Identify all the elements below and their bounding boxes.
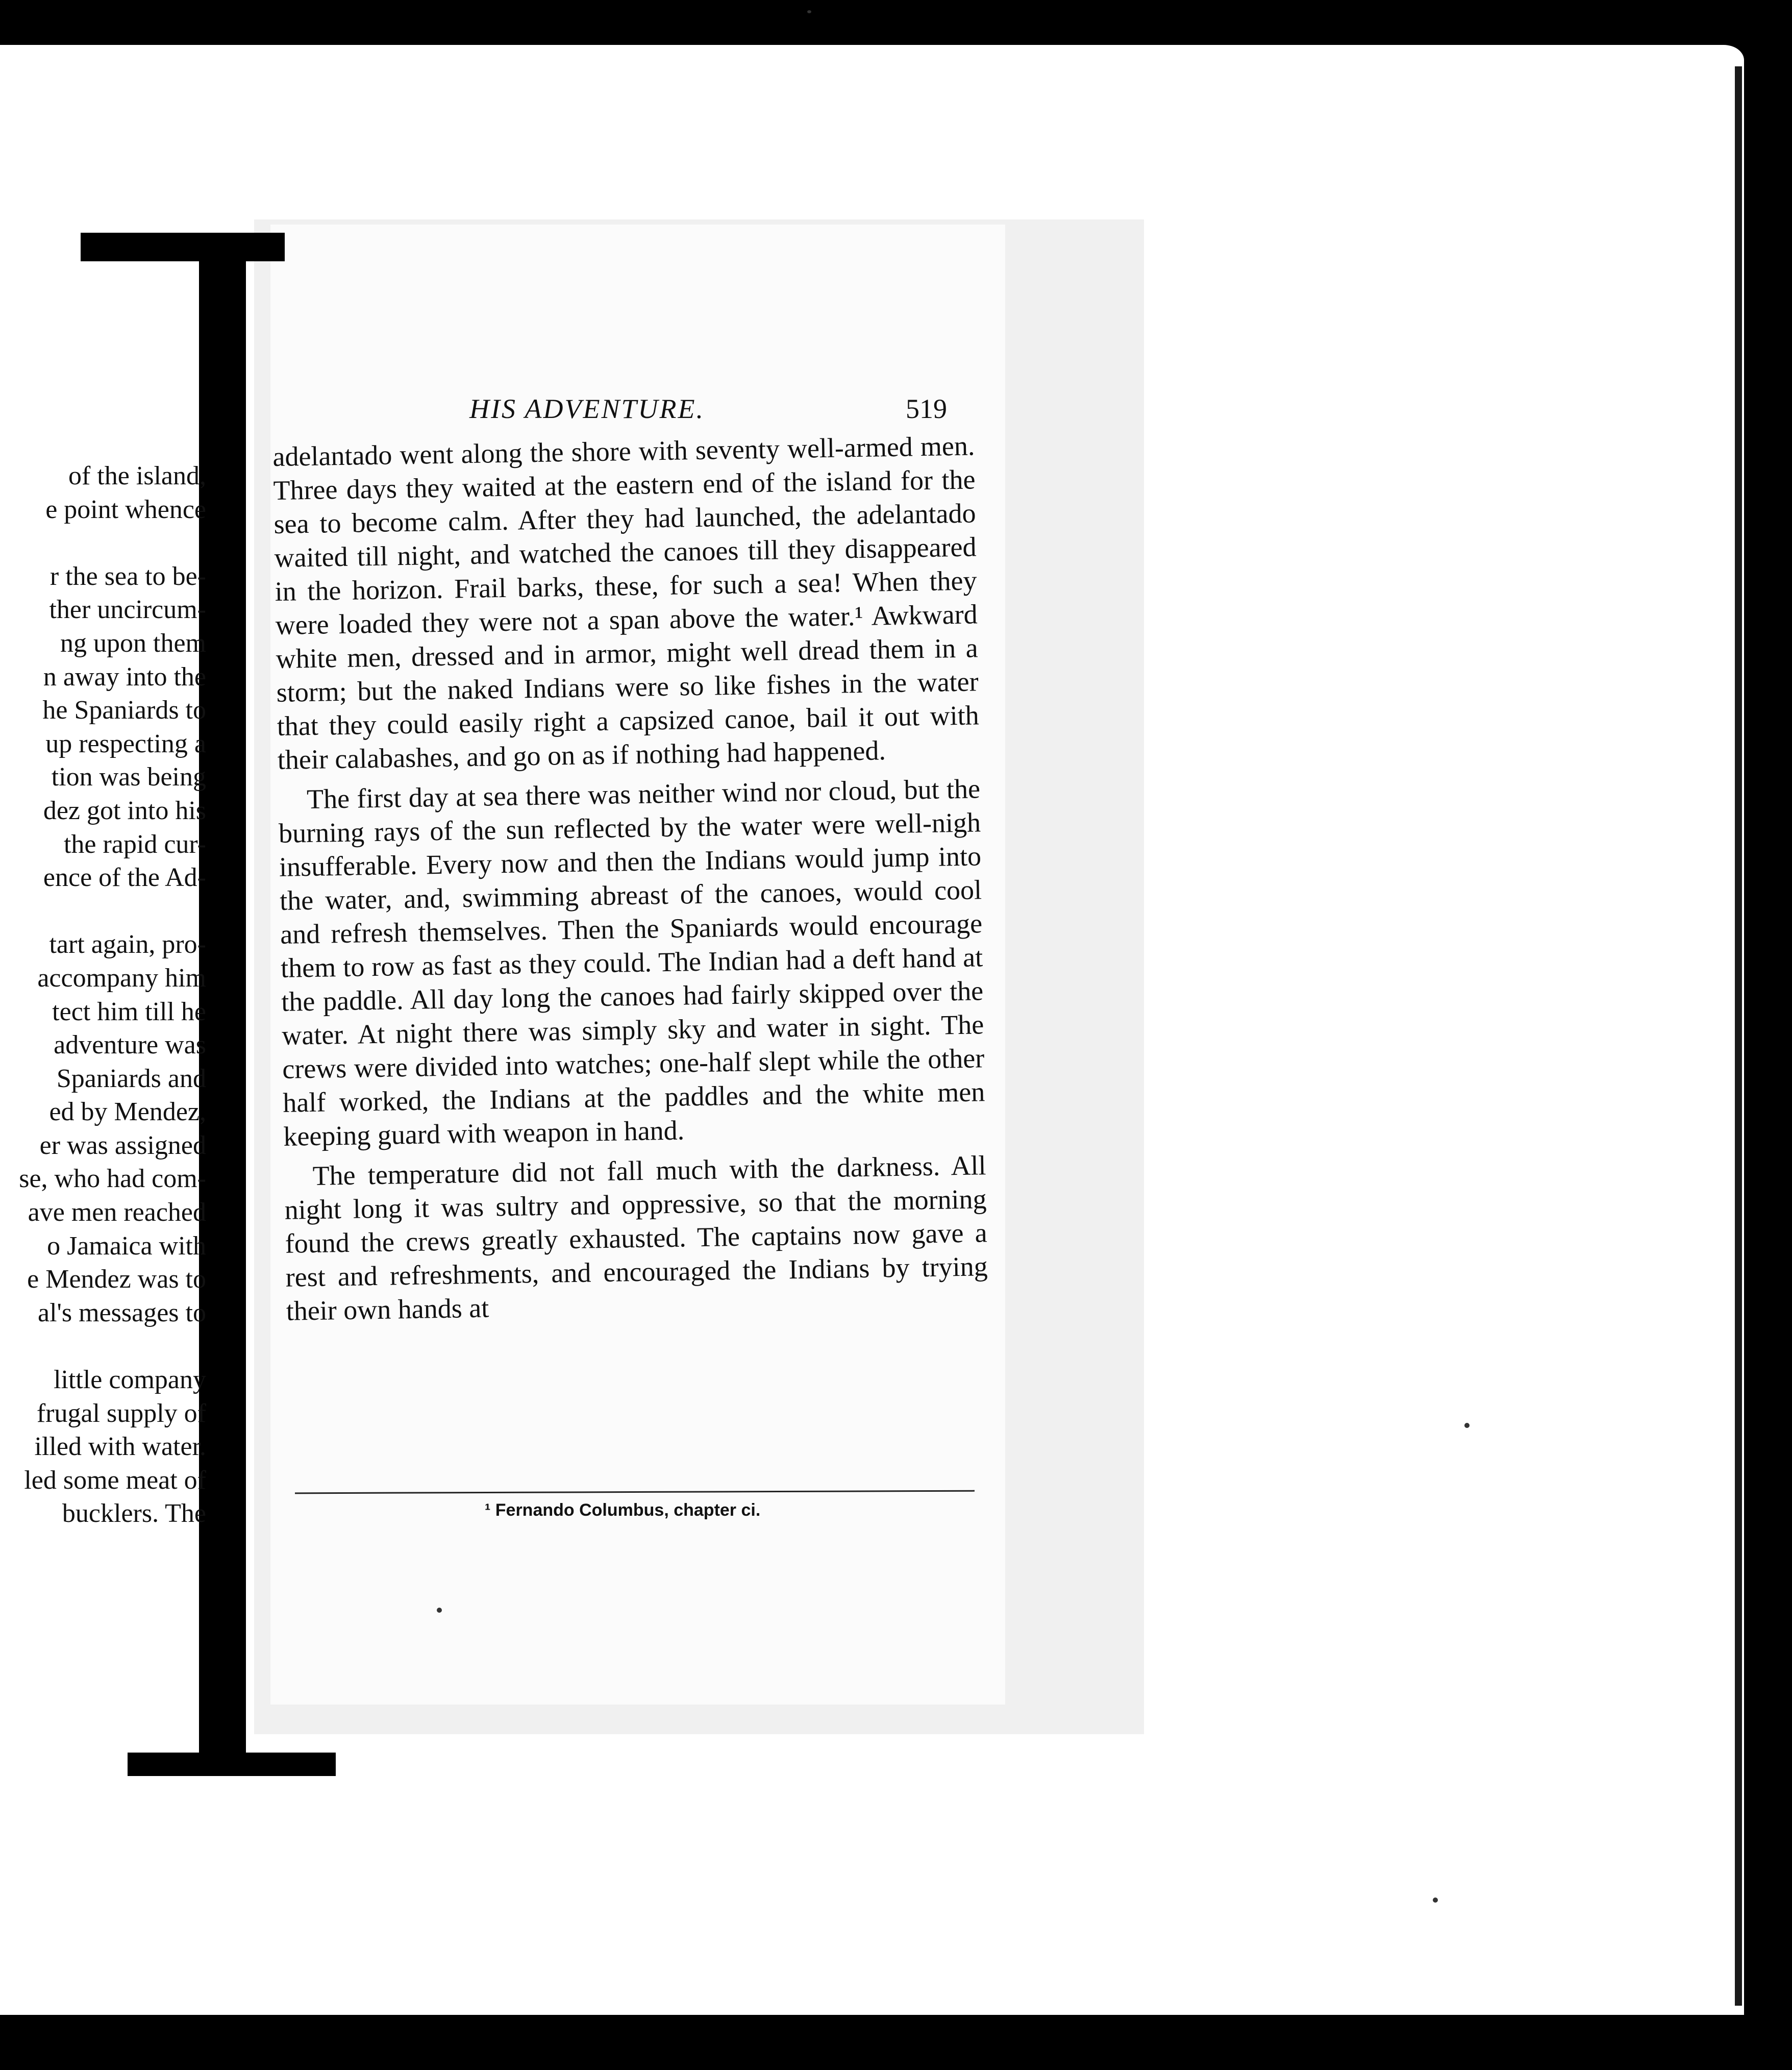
left-page-line: n away into the (43, 662, 206, 692)
paragraph: adelantado went along the shore with seventy well-armed men. Three days they waited at the eastern end of the island for the sea to become calm. After they had launched, the adelantado waited till night, and watched the canoes till they disappeared in the horizon. Frail barks, these, for such a sea! When they were loaded they were not a span above the water.¹ Awkward white men, dressed and in armor, might well dread them in a storm; but the naked Indians were so like fishes in the water that they could easily right a capsized canoe, bail it out with their calabashes, and go on as if nothing had happened. (272, 430, 980, 775)
left-page-line: tion was being (51, 762, 206, 792)
left-page-line: of the island, (68, 461, 206, 490)
left-page-line: tart again, pro- (49, 930, 206, 959)
left-page-line: o Jamaica with (47, 1231, 206, 1261)
left-page-line: adventure was (54, 1030, 206, 1060)
left-page-line: dez got into his (43, 796, 206, 825)
left-page-line: ave men reached (28, 1198, 206, 1227)
left-page-line: accompany him (37, 963, 206, 993)
left-page-line: he Spaniards to (42, 696, 206, 725)
left-page-line: Spaniards and (56, 1064, 206, 1093)
left-page-line (0, 1329, 206, 1363)
scan-speck (437, 1608, 442, 1613)
left-page-line: frugal supply of (36, 1398, 206, 1428)
left-page-line: illed with water. (34, 1432, 206, 1462)
sheet-edge-shadow (1735, 66, 1742, 2006)
running-title: HIS ADVENTURE. (469, 393, 705, 424)
scan-speck (1433, 1898, 1438, 1903)
left-page-line: tect him till he (52, 997, 206, 1026)
left-page-line: e Mendez was to (27, 1265, 206, 1294)
left-page-line: er was assigned (39, 1130, 206, 1160)
left-page-line (0, 895, 206, 928)
left-page-line: ence of the Ad- (43, 863, 206, 893)
left-page-line: little company (54, 1365, 206, 1395)
left-page-line: ther uncircum- (49, 595, 206, 625)
left-page-line: bucklers. The (62, 1499, 206, 1529)
paragraph: The first day at sea there was neither wind nor cloud, but the burning rays of the sun reflected by the water were well-nigh insufferable. Every now and then the Indians would jump into the water, and, swimming abreast of the canoes, would cool and refresh themselves. Then the Spaniards would encourage them to row as fast as they could. The Indian had a deft hand at the paddle. All day long the canoes had fairly skipped over the water. At night there was simply sky and water in sight. The crews were divided into watches; one-half slept while the other half worked, the Indians at the paddles and the white men keeping guard with weapon in hand. (278, 773, 985, 1152)
left-page-line: led some meat of (24, 1465, 206, 1495)
footnote: ¹ Fernando Columbus, chapter ci. (485, 1500, 761, 1520)
scan-speck (807, 10, 811, 13)
body-text (272, 429, 988, 1327)
left-page-line: up respecting a (45, 729, 206, 758)
scan-speck (1464, 1423, 1470, 1428)
left-page-line: r the sea to be- (49, 561, 206, 591)
left-page-text (0, 459, 206, 1531)
left-page-line: e point whence (45, 495, 206, 524)
page-number: 519 (906, 393, 947, 424)
left-page-line: ng upon them (60, 628, 206, 658)
left-page-line: ed by Mendez, (49, 1097, 206, 1127)
left-page-line: se, who had com- (19, 1164, 206, 1194)
left-page-line: al's messages to (38, 1298, 206, 1327)
binding-bracket-top (81, 233, 285, 261)
left-page-line: the rapid cur- (63, 829, 206, 859)
left-page-line (0, 526, 206, 560)
running-header (469, 393, 949, 429)
paragraph: The temperature did not fall much with the darkness. All night long it was sultry and oppressive, so that the morning found the crews greatly exhausted. The captains now gave a rest and refreshments, and encouraged the Indians by trying their own hands at (284, 1150, 988, 1326)
binding-bracket-bottom (128, 1753, 336, 1776)
